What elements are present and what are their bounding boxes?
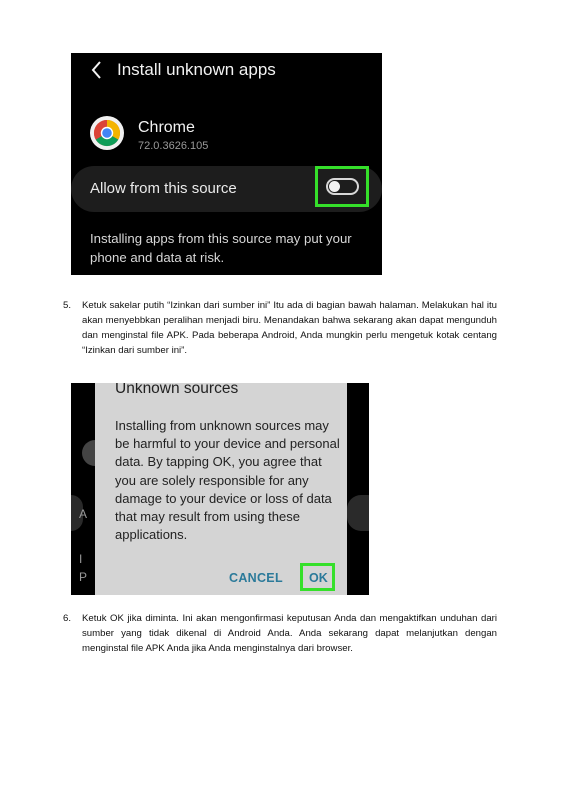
step-text: Ketuk OK jika diminta. Ini akan mengonfirmasi keputusan Anda dan mengaktifkan unduhan dari sumber yang tidak dikenal di Android Anda. Anda sekarang dapat melanjutkan dengan menginstal file APK Anda jika Anda menginstalnya dari browser. (82, 613, 497, 654)
app-version: 72.0.3626.105 (138, 140, 209, 152)
step-text: Ketuk sakelar putih “Izinkan dari sumber ini” Itu ada di bagian bawah halaman. Melakukan hal itu akan menyebbkan peralihan menjadi biru. Menandakan bahwa sekarang akan dapat mengunduh dan menginstal file APK. Pada beberapa Android, Anda mungkin perlu mengetuk kotak centang “Izinkan dari sumber ini”. (82, 300, 497, 356)
ok-highlight-box (300, 563, 335, 591)
risk-warning: Installing apps from this source may put your phone and data at risk. (90, 231, 352, 265)
toggle-highlight-box (315, 166, 369, 207)
back-arrow-icon[interactable] (89, 59, 103, 81)
background-letter: A (79, 507, 88, 521)
step-number: 6. (63, 613, 72, 624)
unknown-sources-screenshot (71, 383, 369, 595)
settings-header (71, 53, 382, 91)
ok-button[interactable]: OK (309, 571, 328, 585)
unknown-sources-dialog (95, 383, 347, 595)
cancel-button[interactable]: CANCEL (229, 571, 283, 585)
chrome-icon (89, 115, 125, 151)
background-letter: P (79, 570, 88, 584)
background-app-icon (81, 438, 95, 468)
app-name: Chrome (138, 119, 195, 136)
background-row (347, 495, 369, 531)
dialog-body: Installing from unknown sources may be harmful to your device and personal data. By tapping OK, you agree that you are solely responsible for any damage to your device or loss of data that may result from using these applications. (115, 418, 340, 543)
step-number: 5. (63, 300, 72, 311)
install-unknown-apps-screenshot (71, 53, 382, 275)
dialog-title: Unknown sources (115, 383, 239, 397)
background-letter: I (79, 552, 83, 566)
page-title: Install unknown apps (117, 60, 276, 79)
allow-from-source-label: Allow from this source (90, 180, 237, 197)
